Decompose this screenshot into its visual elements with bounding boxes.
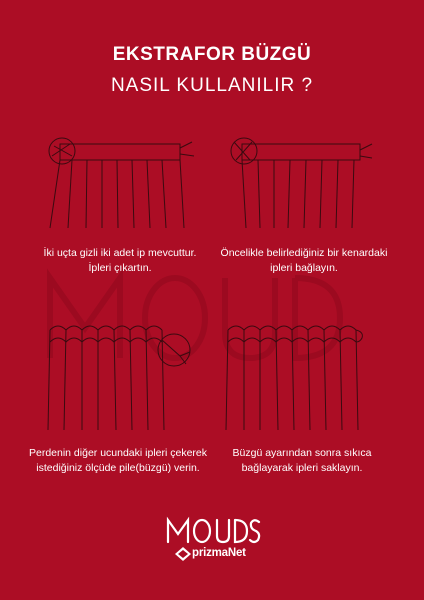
step4-line1: Büzgü ayarından sonra sıkıca — [232, 447, 372, 459]
step3-caption — [26, 446, 210, 476]
step3-curtain-illustration — [40, 318, 200, 438]
step2-line2: ipleri bağlayın. — [270, 262, 338, 274]
step3-line1: Perdenin diğer ucundaki ipleri çekerek — [28, 447, 208, 459]
step2-caption — [214, 246, 394, 276]
step2-curtain-illustration — [222, 128, 382, 238]
page-subtitle: NASIL KULLANILIR ? — [110, 75, 314, 96]
step3-line2: istediğiniz ölçüde pile(büzgü) verin. — [36, 462, 200, 474]
brand-name: prizmaNet — [192, 547, 246, 559]
step1-line1: İki uçta gizli iki adet ip mevcuttur. — [43, 247, 197, 259]
page-title: EKSTRAFOR BÜZGÜ — [112, 44, 312, 65]
step2-line1: Öncelikle belirlediğiniz bir kenardaki — [220, 247, 388, 259]
step1-line2: İpleri çıkartın. — [88, 262, 152, 274]
step1-curtain-illustration — [42, 128, 202, 238]
mouds-logo — [162, 512, 262, 572]
step1-caption — [30, 246, 210, 276]
step4-caption — [210, 446, 394, 476]
step4-curtain-illustration — [220, 318, 380, 438]
prizma-logo-icon — [175, 547, 191, 561]
step4-line2: bağlayarak ipleri saklayın. — [241, 462, 363, 474]
